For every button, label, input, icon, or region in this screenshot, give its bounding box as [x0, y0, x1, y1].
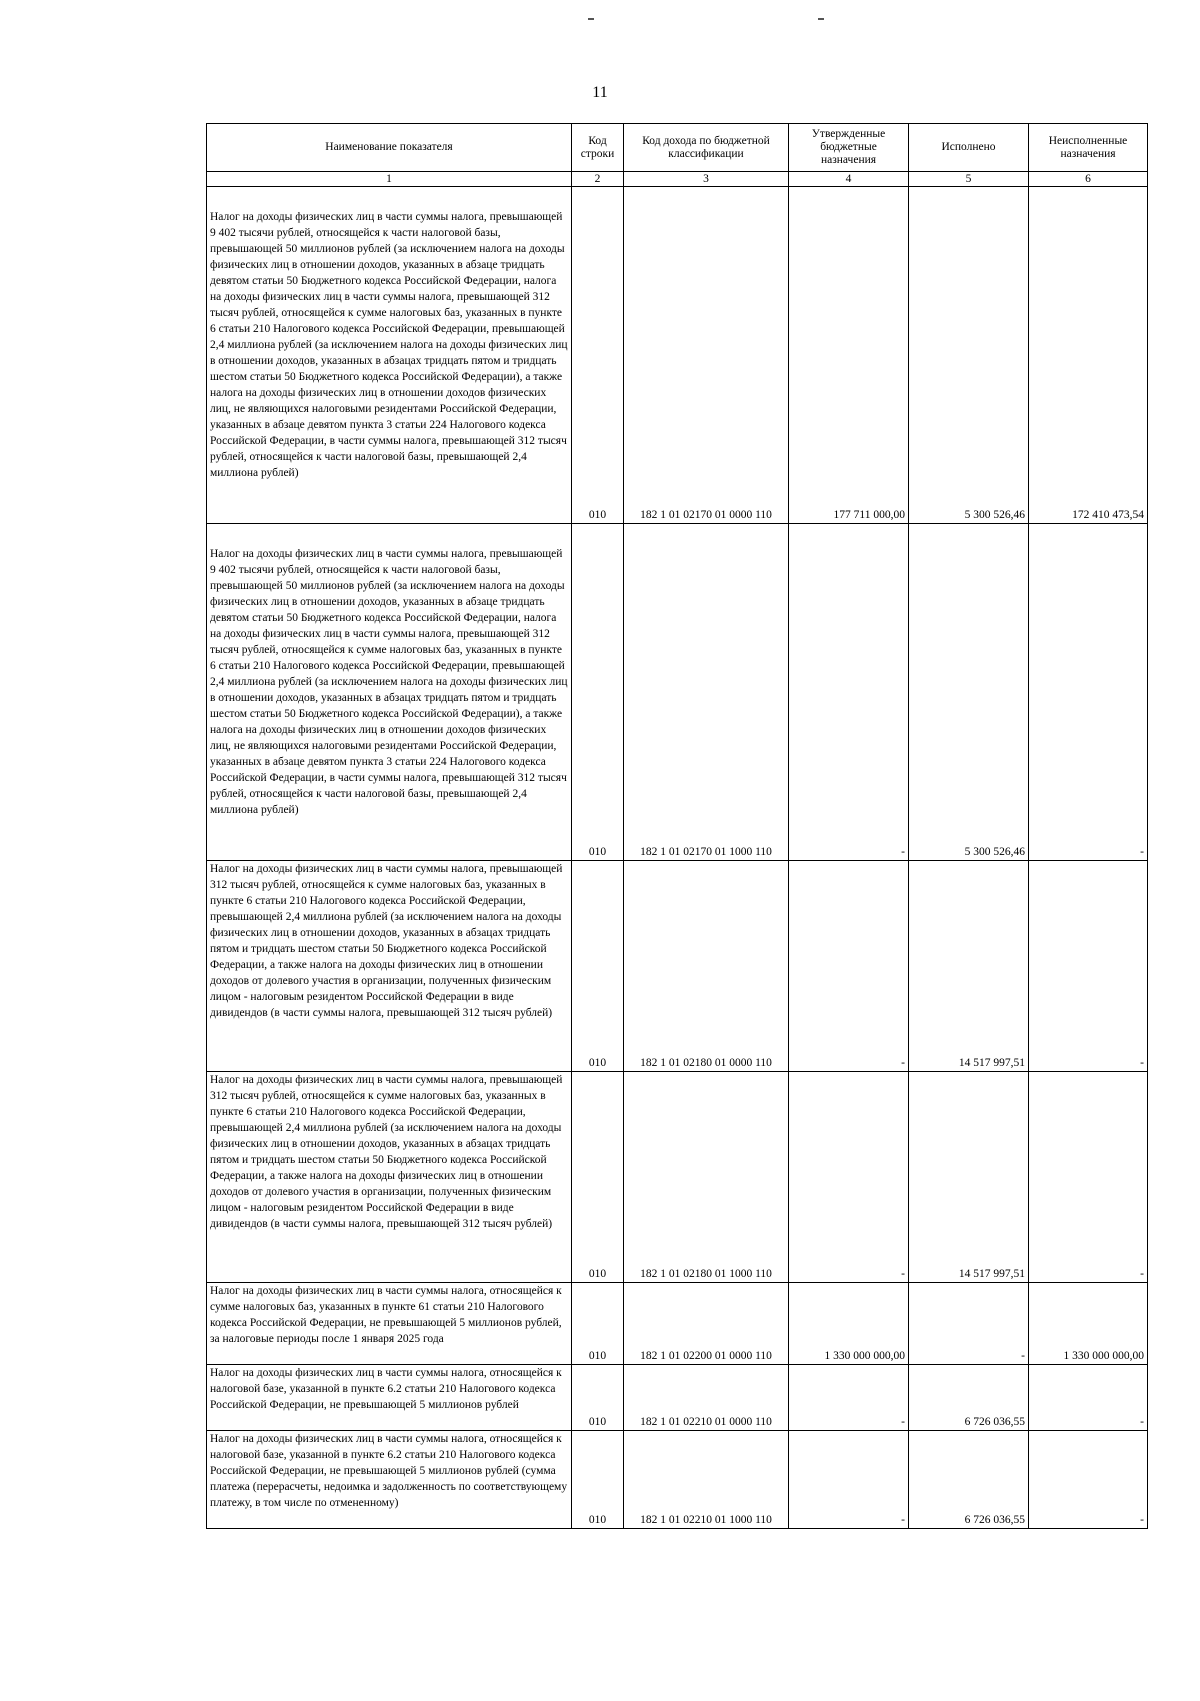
row-name: Налог на доходы физических лиц в части суммы налога, относящейся к налоговой базе, указанной в пункте 6.2 статьи 210 Налогового кодекса Российской Федерации, не превышающей 5 миллионов рублей (сумма платежа (перерасчеты, недоимка и задолженность по соответствующему платежу, в том числе по отмененному)	[207, 1431, 572, 1529]
row-name: Налог на доходы физических лиц в части суммы налога, относящейся к сумме налоговых баз, указанных в пункте 61 статьи 210 Налогового кодекса Российской Федерации, не превышающей 5 миллионов рублей, за налоговые периоды после 1 января 2025 года	[207, 1283, 572, 1365]
row-kbk: 182 1 01 02200 01 0000 110	[624, 1283, 789, 1365]
header-approved: Утвержденные бюджетные назначения	[789, 124, 909, 172]
row-executed: 6 726 036,55	[909, 1365, 1029, 1431]
row-code: 010	[572, 187, 624, 524]
row-name: Налог на доходы физических лиц в части суммы налога, превышающей 312 тысяч рублей, относящейся к сумме налоговых баз, указанных в пункте 6 статьи 210 Налогового кодекса Российской Федерации, превышающей 2,4 миллиона рублей (за исключением налога на доходы физических лиц в отношении доходов, указанных в абзацах тридцать пятом и тридцать шестом статьи 50 Бюджетного кодекса Российской Федерации, а также налога на доходы физических лиц в отношении доходов от долевого участия в организации, полученных физическим лицом - налоговым резидентом Российской Федерации в виде дивидендов (в части суммы налога, превышающей 312 тысяч рублей)	[207, 1072, 572, 1283]
row-unexecuted: -	[1029, 524, 1148, 861]
row-unexecuted: 1 330 000 000,00	[1029, 1283, 1148, 1365]
scan-artifact	[588, 18, 594, 20]
row-approved: -	[789, 861, 909, 1072]
revenue-table	[206, 123, 1148, 1529]
row-executed: -	[909, 1283, 1029, 1365]
row-approved: -	[789, 1072, 909, 1283]
row-executed: 6 726 036,55	[909, 1431, 1029, 1529]
table-row	[207, 1365, 1148, 1431]
row-unexecuted: 172 410 473,54	[1029, 187, 1148, 524]
header-kbk: Код дохода по бюджетной классификации	[624, 124, 789, 172]
column-number: 1	[207, 172, 572, 187]
scan-artifact	[818, 18, 824, 20]
column-number: 2	[572, 172, 624, 187]
row-kbk: 182 1 01 02170 01 0000 110	[624, 187, 789, 524]
row-name: Налог на доходы физических лиц в части суммы налога, превышающей 312 тысяч рублей, относящейся к сумме налоговых баз, указанных в пункте 6 статьи 210 Налогового кодекса Российской Федерации, превышающей 2,4 миллиона рублей (за исключением налога на доходы физических лиц в отношении доходов, указанных в абзацах тридцать пятом и тридцать шестом статьи 50 Бюджетного кодекса Российской Федерации, а также налога на доходы физических лиц в отношении доходов от долевого участия в организации, полученных физическим лицом - налоговым резидентом Российской Федерации в виде дивидендов (в части суммы налога, превышающей 312 тысяч рублей)	[207, 861, 572, 1072]
header-executed: Исполнено	[909, 124, 1029, 172]
row-approved: 177 711 000,00	[789, 187, 909, 524]
row-executed: 14 517 997,51	[909, 861, 1029, 1072]
header-code: Код строки	[572, 124, 624, 172]
row-name: Налог на доходы физических лиц в части суммы налога, превышающей 9 402 тысячи рублей, относящейся к части налоговой базы, превышающей 50 миллионов рублей (за исключением налога на доходы физических лиц в отношении доходов, указанных в абзаце тридцать девятом статьи 50 Бюджетного кодекса Российской Федерации, налога на доходы физических лиц в части суммы налога, превышающей 312 тысяч рублей, относящейся к сумме налоговых баз, указанных в пункте 6 статьи 210 Налогового кодекса Российской Федерации, превышающей 2,4 миллиона рублей (за исключением налога на доходы физических лиц в отношении доходов, указанных в абзацах тридцать пятом и тридцать шестом статьи 50 Бюджетного кодекса Российской Федерации), а также налога на доходы физических лиц в отношении доходов физических лиц, не являющихся налоговыми резидентами Российской Федерации, указанных в абзаце девятом пункта 3 статьи 224 Налогового кодекса Российской Федерации, в части суммы налога, превышающей 312 тысяч рублей, относящейся к части налоговой базы, превышающей 2,4 миллиона рублей)	[207, 524, 572, 861]
row-name: Налог на доходы физических лиц в части суммы налога, относящейся к налоговой базе, указанной в пункте 6.2 статьи 210 Налогового кодекса Российской Федерации, не превышающей 5 миллионов рублей	[207, 1365, 572, 1431]
row-kbk: 182 1 01 02170 01 1000 110	[624, 524, 789, 861]
table-row	[207, 1283, 1148, 1365]
row-unexecuted: -	[1029, 1365, 1148, 1431]
row-approved: -	[789, 1431, 909, 1529]
column-number: 6	[1029, 172, 1148, 187]
row-code: 010	[572, 861, 624, 1072]
row-executed: 5 300 526,46	[909, 524, 1029, 861]
row-unexecuted: -	[1029, 1072, 1148, 1283]
row-code: 010	[572, 524, 624, 861]
row-name: Налог на доходы физических лиц в части суммы налога, превышающей 9 402 тысячи рублей, относящейся к части налоговой базы, превышающей 50 миллионов рублей (за исключением налога на доходы физических лиц в отношении доходов, указанных в абзаце тридцать девятом статьи 50 Бюджетного кодекса Российской Федерации, налога на доходы физических лиц в части суммы налога, превышающей 312 тысяч рублей, относящейся к сумме налоговых баз, указанных в пункте 6 статьи 210 Налогового кодекса Российской Федерации, превышающей 2,4 миллиона рублей (за исключением налога на доходы физических лиц в отношении доходов, указанных в абзацах тридцать пятом и тридцать шестом статьи 50 Бюджетного кодекса Российской Федерации), а также налога на доходы физических лиц в отношении доходов физических лиц, не являющихся налоговыми резидентами Российской Федерации, указанных в абзаце девятом пункта 3 статьи 224 Налогового кодекса Российской Федерации, в части суммы налога, превышающей 312 тысяч рублей, относящейся к части налоговой базы, превышающей 2,4 миллиона рублей)	[207, 187, 572, 524]
row-executed: 14 517 997,51	[909, 1072, 1029, 1283]
row-code: 010	[572, 1431, 624, 1529]
column-number: 5	[909, 172, 1029, 187]
header-row	[207, 124, 1148, 172]
row-code: 010	[572, 1283, 624, 1365]
row-kbk: 182 1 01 02210 01 0000 110	[624, 1365, 789, 1431]
row-approved: 1 330 000 000,00	[789, 1283, 909, 1365]
row-code: 010	[572, 1072, 624, 1283]
row-approved: -	[789, 1365, 909, 1431]
row-approved: -	[789, 524, 909, 861]
column-number: 4	[789, 172, 909, 187]
column-number: 3	[624, 172, 789, 187]
column-number-row	[207, 172, 1148, 187]
table-row	[207, 1072, 1148, 1283]
header-name: Наименование показателя	[207, 124, 572, 172]
row-unexecuted: -	[1029, 1431, 1148, 1529]
table-row	[207, 187, 1148, 524]
row-kbk: 182 1 01 02180 01 1000 110	[624, 1072, 789, 1283]
table-row	[207, 861, 1148, 1072]
table-row	[207, 524, 1148, 861]
row-code: 010	[572, 1365, 624, 1431]
page-number: 11	[592, 84, 608, 101]
row-kbk: 182 1 01 02180 01 0000 110	[624, 861, 789, 1072]
row-kbk: 182 1 01 02210 01 1000 110	[624, 1431, 789, 1529]
row-unexecuted: -	[1029, 861, 1148, 1072]
header-unexecuted: Неисполненные назначения	[1029, 124, 1148, 172]
table-row	[207, 1431, 1148, 1529]
row-executed: 5 300 526,46	[909, 187, 1029, 524]
